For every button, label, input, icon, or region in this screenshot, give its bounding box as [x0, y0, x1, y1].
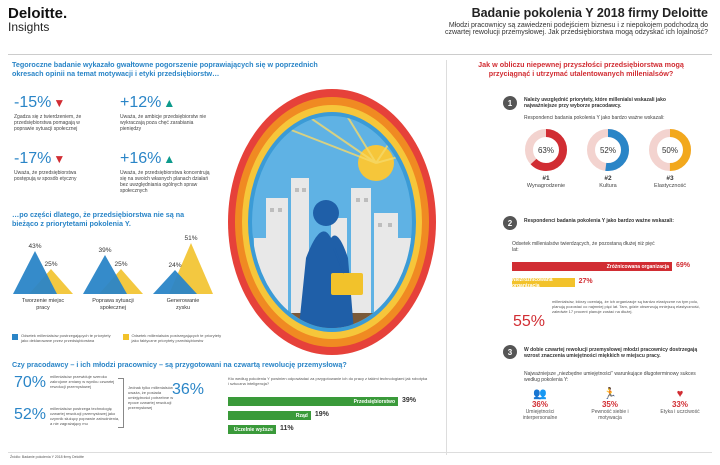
chart-legend — [12, 333, 227, 343]
footer-source: Źródło: Badanie pokolenia Y 2018 firmy Deloitte — [10, 455, 84, 459]
bottom-question: Czy pracodawcy – i ich młodzi pracownicy – są przygotowani na czwartą rewolucję przemysłową? — [12, 360, 347, 369]
legend-yellow-swatch — [123, 334, 129, 340]
stat-block — [120, 94, 220, 132]
priorities-title-line-1: …po części dlatego, że przedsiębiorstwa nie są na — [12, 210, 185, 219]
left-intro — [12, 60, 382, 78]
retention-value: 27% — [578, 278, 593, 285]
legend-yellow-label: Odsetek millenialsów postrzegających te priorytety jako faktyczne priorytety przedsiębiorstw — [131, 333, 222, 343]
donut-rank: #3 — [666, 175, 674, 182]
responsibility-title: Kto według pokolenia Y powinien odpowiadać za przygotowanie ich do pracy z takimi technologiami jak robotyka i sztuczna inteligencja? — [228, 376, 428, 386]
skill-item — [580, 388, 640, 421]
chart-data-label: 24% — [168, 262, 182, 269]
step-2-sub: Odsetek millenialsów twierdzących, że pozostaną dłużej niż pięć lat: — [512, 241, 655, 253]
resp-bar: Przedsiębiorstwo — [228, 397, 398, 406]
stat-value: -17% — [14, 150, 52, 167]
skill-item — [650, 388, 710, 421]
step-2-number: 2 — [503, 216, 517, 230]
resp-value: 11% — [279, 425, 294, 432]
stat-text: Uważa, że ambicje przedsiębiorstw nie wykraczają poza chęć zarabiania pieniędzy — [120, 114, 207, 132]
bracket-line — [118, 378, 124, 428]
stat-70-text: millenialsów przewiduje szeroko zakrojone zmiany w wyniku czwartej rewolucji przemysłowej — [50, 374, 115, 389]
arrow-up-icon: ▲ — [163, 96, 176, 110]
arrow-up-icon: ▲ — [163, 152, 176, 166]
stat-52-value: 52% — [14, 406, 47, 423]
right-heading — [450, 60, 712, 78]
page-header — [288, 6, 708, 36]
brand-name: Deloitte. — [8, 5, 68, 22]
chart-category-label: Generowanie — [166, 298, 200, 304]
step-2-big-text: millenialsów, którzy oceniają, że ich organizacje są bardzo elastyczne na tym polu, planują pozostać co najmniej pięć lat. Tam, gdzie obserwują mniejszą elastyczność, zaledwie 17 procent planuje zostać na dłużej. — [552, 299, 701, 314]
skills-row — [510, 388, 710, 421]
stat-text: Uważa, że przedsiębiorstwa koncentrują się na swoich własnych planach działań bez uwzględniania ogólnych spraw społecznych — [120, 170, 210, 194]
header-divider — [8, 54, 712, 55]
step-3-sub: Najważniejsze „niezbędne umiejętności” warunkujące długoterminowy sukces według pokolenia Y: — [524, 371, 696, 383]
stat-value: +12% — [120, 94, 162, 111]
chart-category-label: zysku — [175, 305, 191, 311]
step-2-text: Respondenci badania pokolenia Y jako bardzo ważne wskazali: — [524, 218, 674, 224]
stat-36-value: 36% — [172, 381, 205, 398]
chart-category-label: Poprawa sytuacji — [92, 298, 134, 304]
resp-value: 19% — [314, 411, 329, 418]
retention-bar: Zróżnicowana organizacja — [512, 262, 672, 271]
retention-bar: Niezróżnicowana organizacja — [512, 278, 575, 287]
priorities-title-line-2: bieżąco z priorytetami pokolenia Y. — [12, 219, 131, 228]
resp-value: 39% — [402, 397, 417, 404]
stat-52-block — [14, 406, 122, 426]
chart-data-label: 39% — [98, 247, 112, 254]
skill-item — [510, 388, 570, 421]
donut-value: 63% — [537, 146, 555, 155]
heart-icon: ♥ — [676, 388, 684, 400]
stat-value: -15% — [14, 94, 52, 111]
chart-data-label: 25% — [44, 261, 58, 268]
stat-36-text: Jednak tylko millenialsów uważa, że posiada umiejętności potrzebne w epoce czwartej rewolucji przemysłowej — [128, 385, 174, 410]
stat-value: +16% — [120, 150, 162, 167]
chart-category-label: pracy — [36, 305, 50, 311]
arrow-down-icon: ▼ — [53, 152, 66, 166]
skill-value: 36% — [531, 400, 548, 409]
person-icon: 🏃 — [603, 388, 617, 400]
priorities-chart — [8, 232, 223, 327]
donut-label: Wynagrodzenie — [526, 183, 566, 189]
donut-rank: #1 — [542, 175, 550, 182]
donut-rank: #2 — [604, 175, 612, 182]
legend-blue-swatch — [12, 334, 18, 340]
priorities-title — [12, 210, 232, 228]
step-1-number: 1 — [503, 96, 517, 110]
stat-36-block — [128, 381, 214, 410]
step-1-text: Należy uwzględnić priorytety, które millenialsi wskazali jako najważniejsze przy wyborze pracodawcy. — [524, 97, 666, 109]
donut-label: Elastyczność — [653, 183, 687, 189]
skill-value: 33% — [671, 400, 688, 409]
right-heading-line-1: Jak w obliczu niepewnej przyszłości przedsiębiorstwa mogą — [478, 60, 684, 69]
people-icon: 👥 — [533, 388, 547, 400]
chart-data-label: 43% — [28, 243, 42, 250]
left-intro-line-1: Tegoroczne badanie wykazało gwałtowne pogorszenie poprawiających się w poprzednich — [12, 60, 318, 69]
retention-value: 69% — [676, 262, 691, 269]
step-3-number: 3 — [503, 345, 517, 359]
chart-data-label: 25% — [114, 261, 128, 268]
stat-block — [120, 150, 220, 194]
arrow-down-icon: ▼ — [53, 96, 66, 110]
chart-category-label: społecznej — [100, 305, 126, 311]
resp-bar: Rząd — [228, 411, 311, 420]
page-subtitle-2: czwartej rewolucji przemysłowej. Jak przedsiębiorstwa mogą odzyskać ich lojalność? — [445, 29, 708, 36]
stat-70-block — [14, 374, 122, 392]
donut-label: Kultura — [599, 183, 617, 189]
step-3-text: W dobie czwartej rewolucji przemysłowej młodzi pracownicy dostrzegają wzrost znaczenia umiejętności miękkich w miejscu pracy. — [524, 347, 698, 359]
stat-text: Uważa, że przedsiębiorstwa postępują w sposób etyczny — [14, 170, 77, 182]
left-intro-line-2: okresach opinii na temat motywacji i etyki przedsiębiorstw… — [12, 69, 220, 78]
stat-block — [14, 150, 114, 182]
right-divider — [446, 60, 447, 455]
stat-text: Zgadza się z twierdzeniem, że przedsiębiorstwa pomagają w poprawie sytuacji społecznej — [14, 114, 82, 132]
donut-row — [516, 126, 716, 206]
resp-bar: Uczelnie wyższe — [228, 425, 276, 434]
page-subtitle-1: Młodzi pracownicy są zawiedzeni podejściem biznesu i z niepokojem podchodzą do — [448, 22, 708, 29]
stat-block — [14, 94, 114, 132]
chart-category-label: Tworzenie miejsc — [21, 298, 65, 304]
stat-70-value: 70% — [14, 374, 47, 391]
legend-blue-label: Odsetek millenialsów postrzegających te priorytety jako deklarowane przez przedsiębiorstwa — [21, 333, 111, 343]
chart-data-label: 51% — [184, 235, 198, 242]
donut-value: 52% — [599, 146, 617, 155]
page-title: Badanie pokolenia Y 2018 firmy Deloitte — [471, 6, 708, 20]
brand-sub: Insights — [8, 20, 50, 34]
city-illustration — [226, 88, 438, 356]
step-1-sub: Respondenci badania pokolenia Y jako bardzo ważne wskazali: — [524, 115, 665, 121]
stat-52-text: millenialsów postrzega technologię czwartej rewolucji przemysłowej jako czynnik służący poprawie zatrudnienia, a nie zagrażający mu — [50, 406, 120, 426]
skill-value: 35% — [601, 400, 618, 409]
brand-logo — [8, 6, 67, 34]
right-heading-line-2: przyciągnąć i utrzymać utalentowanych millenialsów? — [488, 69, 674, 78]
skill-label: Umiejętności interpersonalne — [522, 409, 558, 421]
skill-label: Etyka i uczciwość — [660, 409, 700, 415]
donut-value: 50% — [661, 146, 679, 155]
step-2-big-value: 55% — [513, 313, 546, 330]
footer-divider — [8, 452, 712, 453]
skill-label: Pewność siebie i motywacja — [591, 409, 629, 421]
